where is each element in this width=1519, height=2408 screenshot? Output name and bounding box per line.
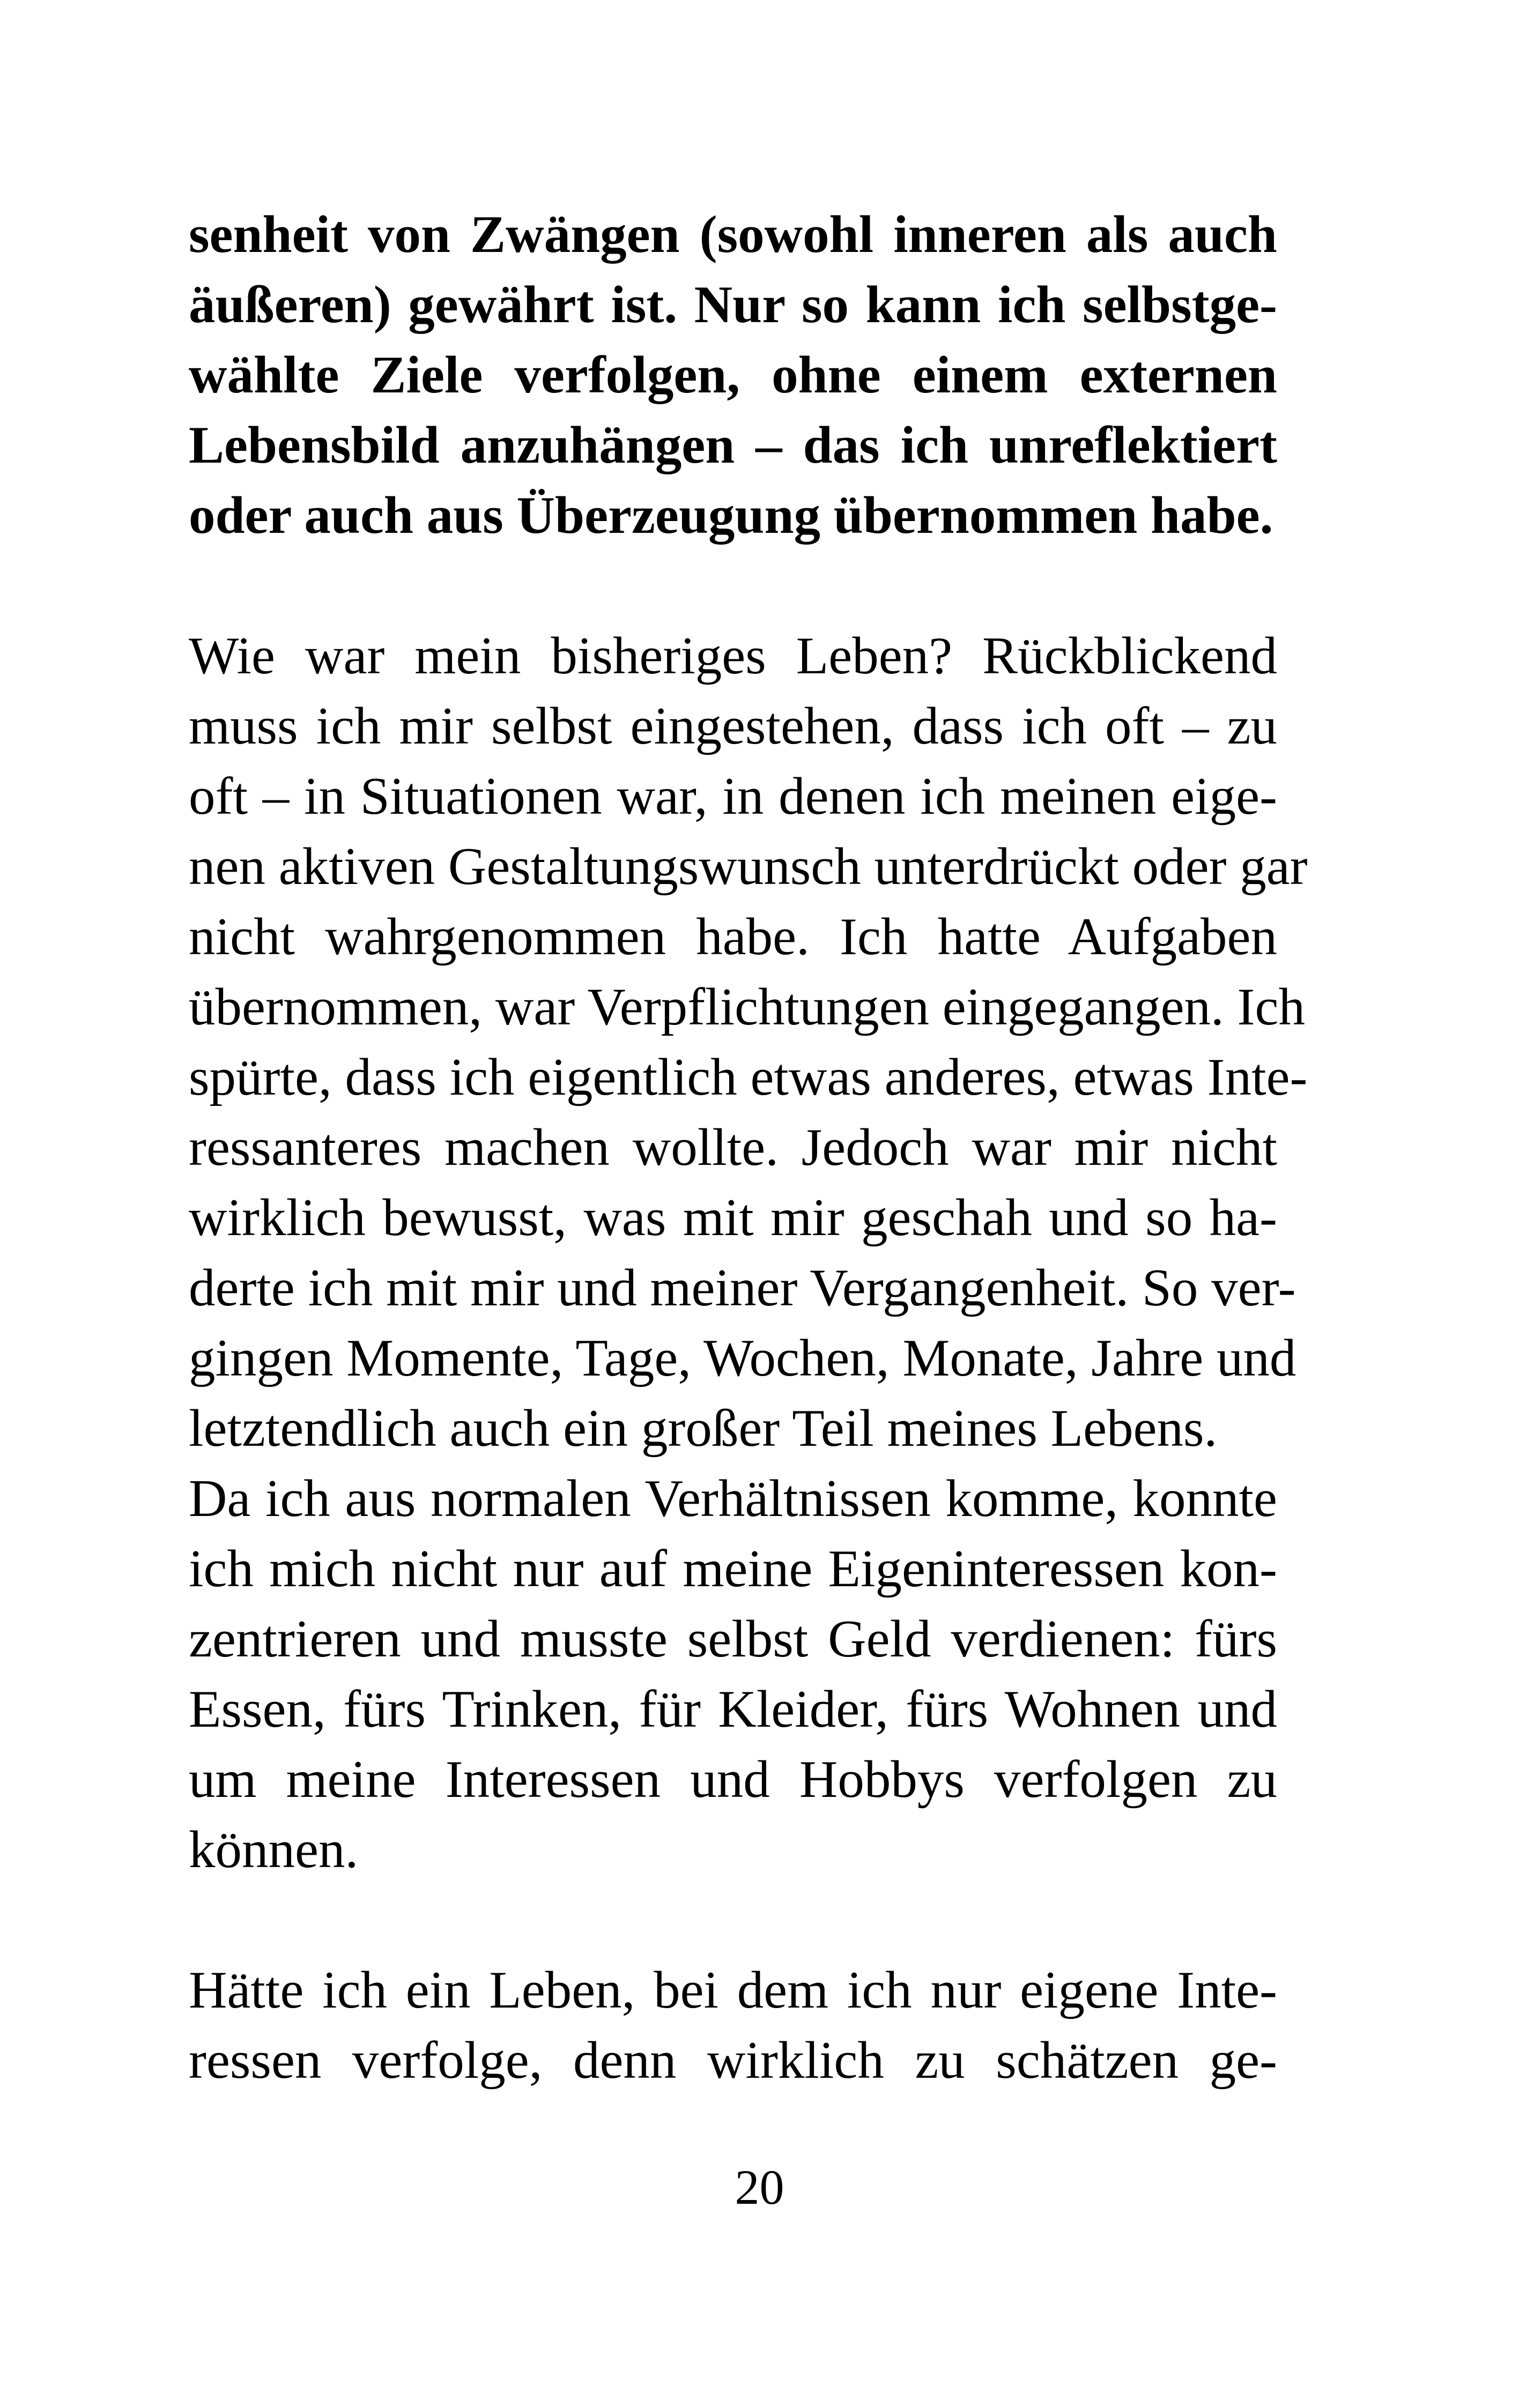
paragraph — [189, 621, 1308, 1463]
text-line: äußeren) gewährt ist. Nur so kann ich selbstge- — [189, 276, 1277, 334]
text-line: Hätte ich ein Leben, bei dem ich nur eigene Inte- — [189, 1961, 1277, 2019]
text-line: um meine Interessen und Hobbys verfolgen zu — [189, 1750, 1277, 1809]
text-line: ressen verfolge, denn wirklich zu schätzen ge- — [189, 2031, 1277, 2090]
text-line: ressanteres machen wollte. Jedoch war mir nicht — [189, 1118, 1277, 1177]
text-line: letztendlich auch ein großer Teil meines Lebens. — [189, 1399, 1218, 1458]
paragraph-gap — [189, 1885, 1277, 1955]
text-line: gingen Momente, Tage, Wochen, Monate, Jahre und — [189, 1329, 1296, 1387]
paragraph — [189, 1955, 1277, 2095]
bold-paragraph — [189, 199, 1277, 551]
paragraph-gap — [189, 551, 1277, 621]
text-line: zentrieren und musste selbst Geld verdienen: fürs — [189, 1610, 1277, 1668]
text-line: derte ich mit mir und meiner Vergangenheit. So ver- — [189, 1259, 1296, 1317]
text-line: oft – in Situationen war, in denen ich meinen eige- — [189, 767, 1277, 826]
text-line: spürte, dass ich eigentlich etwas anderes, etwas Inte- — [189, 1048, 1308, 1106]
text-line: können. — [189, 1820, 359, 1879]
text-line: nen aktiven Gestaltungswunsch unterdrückt oder gar — [189, 837, 1308, 896]
text-line: muss ich mir selbst eingestehen, dass ich oft – zu — [189, 697, 1277, 755]
text-line: wirklich bewusst, was mit mir geschah und so ha- — [189, 1188, 1277, 1247]
text-line: übernommen, war Verpflichtungen eingegangen. Ich — [189, 978, 1305, 1036]
text-line: oder auch aus Überzeugung übernommen habe. — [189, 486, 1273, 545]
text-line: Da ich aus normalen Verhältnissen komme, konnte — [189, 1469, 1277, 1528]
page-number: 20 — [735, 2160, 784, 2214]
text-line: wählte Ziele verfolgen, ohne einem externen — [189, 346, 1277, 404]
text-line: ich mich nicht nur auf meine Eigeninteressen kon- — [189, 1540, 1277, 1598]
page-body — [189, 199, 1308, 2095]
text-line: senheit von Zwängen (sowohl inneren als auch — [189, 205, 1277, 264]
text-line: Essen, fürs Trinken, für Kleider, fürs Wohnen und — [189, 1680, 1277, 1738]
text-line: Lebensbild anzuhängen – das ich unreflektiert — [189, 416, 1277, 474]
text-line: nicht wahrgenommen habe. Ich hatte Aufgaben — [189, 908, 1277, 966]
text-line: Wie war mein bisheriges Leben? Rückblickend — [189, 627, 1277, 685]
paragraph — [189, 1463, 1277, 1885]
